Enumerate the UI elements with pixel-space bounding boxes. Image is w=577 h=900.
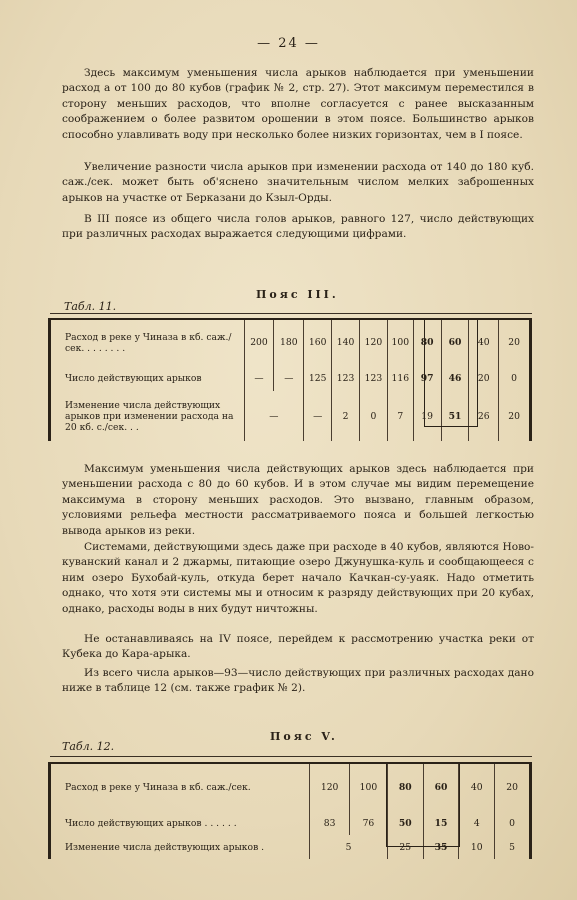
table-cell: 120 — [359, 319, 387, 365]
paragraph-7: Из всего числа арыков—93—число действующих при различных расходах дано ниже в таблице 12 (см. также график № 2). — [62, 667, 534, 695]
table-cell: 5 — [495, 835, 531, 859]
table-cell: 125 — [304, 365, 332, 391]
table-cell: 80 — [387, 763, 423, 811]
table-cell: — — [304, 391, 332, 441]
row-label: Расход в реке у Чиназа в кб. саж./сек. . . . . . . . — [50, 319, 245, 365]
table-cell: 2 — [332, 391, 360, 441]
table-cell: — — [274, 365, 304, 391]
table-cell: 10 — [459, 835, 495, 859]
table-cell: 123 — [332, 365, 360, 391]
table-cell: 7 — [387, 391, 413, 441]
table-cell: 51 — [441, 391, 469, 441]
table-cell: — — [244, 391, 304, 441]
row-label: Расход в реке у Чиназа в кб. саж./сек. — [50, 763, 310, 811]
row-label: Изменение числа действующих арыков . — [50, 835, 310, 859]
table-cell: 40 — [459, 763, 495, 811]
table-cell: — — [244, 365, 274, 391]
table-cell: 19 — [413, 391, 441, 441]
table-cell: 20 — [495, 763, 531, 811]
table-cell: 160 — [304, 319, 332, 365]
table-cell: 15 — [423, 811, 459, 835]
table-cell: 5 — [310, 835, 388, 859]
paragraph-1: Здесь максимум уменьшения числа арыков наблюдается при уменьшении расход а от 100 до 80 кубов (график № 2, стр. 27). Этот максимум переместился в сторону меньших расходов, что вполне согласуется с ранее высказанным соображением о более развитом орошении в этом поясе. Большинство арыков способно улавливать воду при несколько более низких горизонтах, чем в I поясе. — [62, 67, 534, 141]
table-cell: 20 — [499, 391, 531, 441]
table-cell: 0 — [499, 365, 531, 391]
table-cell: 100 — [387, 319, 413, 365]
table11-max-bracket — [424, 318, 478, 427]
table12-max-bracket — [386, 762, 460, 847]
page-number: — 24 — — [257, 36, 320, 51]
paragraph-3: В III поясе из общего числа голов арыков, равного 127, число действующих при различных расходах выражается следующими цифрами. — [62, 213, 534, 241]
table12-zone-title: Пояс V. — [270, 730, 338, 743]
table-cell: 116 — [387, 365, 413, 391]
table-cell: 123 — [359, 365, 387, 391]
table-cell: 20 — [499, 319, 531, 365]
row-label: Изменение числа действующих арыков при изменении расхода на 20 кб. с./сек. . . — [50, 391, 245, 441]
table-cell: 0 — [359, 391, 387, 441]
table12-top-rule — [50, 756, 532, 757]
table-cell: 0 — [495, 811, 531, 835]
table-cell: 83 — [310, 811, 350, 835]
table-cell: 120 — [310, 763, 350, 811]
table-cell: 4 — [459, 811, 495, 835]
table-cell: 46 — [441, 365, 469, 391]
table11-zone-title: Пояс III. — [256, 288, 339, 301]
paragraph-2: Увеличение разности числа арыков при изменении расхода от 140 до 180 куб. саж./сек. может быть об'яснено значительным числом мелких заброшенных арыков на участке от Берказани до Кзыл-Орды. — [62, 161, 534, 204]
table-cell: 60 — [441, 319, 469, 365]
table11-top-rule — [50, 313, 532, 314]
table-cell: 40 — [469, 319, 499, 365]
table12-label: Табл. 12. — [62, 740, 115, 753]
table-cell: 20 — [469, 365, 499, 391]
table-cell: 140 — [332, 319, 360, 365]
table-cell: 97 — [413, 365, 441, 391]
table-cell: 35 — [423, 835, 459, 859]
table-cell: 100 — [350, 763, 388, 811]
table-cell: 180 — [274, 319, 304, 365]
paragraph-4: Максимум уменьшения числа действующих арыков здесь наблюдается при уменьшении расхода с 80 до 60 кубов. И в этом случае мы видим перемещение максимума в сторону меньших расходов. Это вызвано, главным образом, условиями рельефа местности рассматриваемого пояса и большей легкостью вывода арыков из реки. — [62, 463, 534, 537]
row-label: Число действующих арыков — [50, 365, 245, 391]
table-cell: 76 — [350, 811, 388, 835]
table-cell: 60 — [423, 763, 459, 811]
table-cell: 200 — [244, 319, 274, 365]
table-cell: 25 — [387, 835, 423, 859]
paragraph-5: Системами, действующими здесь даже при расходе в 40 кубов, являются Ново-куванский канал и 2 джармы, питающие озеро Джунушка-куль и сообщающееся с ним озеро Бухобай-куль, откуда берет начало Качкан-су-уаяк. Надо отметить однако, что хотя эти системы мы и относим к разряду действующих при 20 кубах, однако, расходы воды в них будут ничтожны. — [62, 541, 534, 615]
table-cell: 50 — [387, 811, 423, 835]
table-cell: 80 — [413, 319, 441, 365]
paragraph-6: Не останавливаясь на IV поясе, перейдем к рассмотрению участка реки от Кубека до Кара-арыка. — [62, 633, 534, 661]
table-cell: 26 — [469, 391, 499, 441]
row-label: Число действующих арыков . . . . . . — [50, 811, 310, 835]
table11-label: Табл. 11. — [64, 300, 117, 313]
